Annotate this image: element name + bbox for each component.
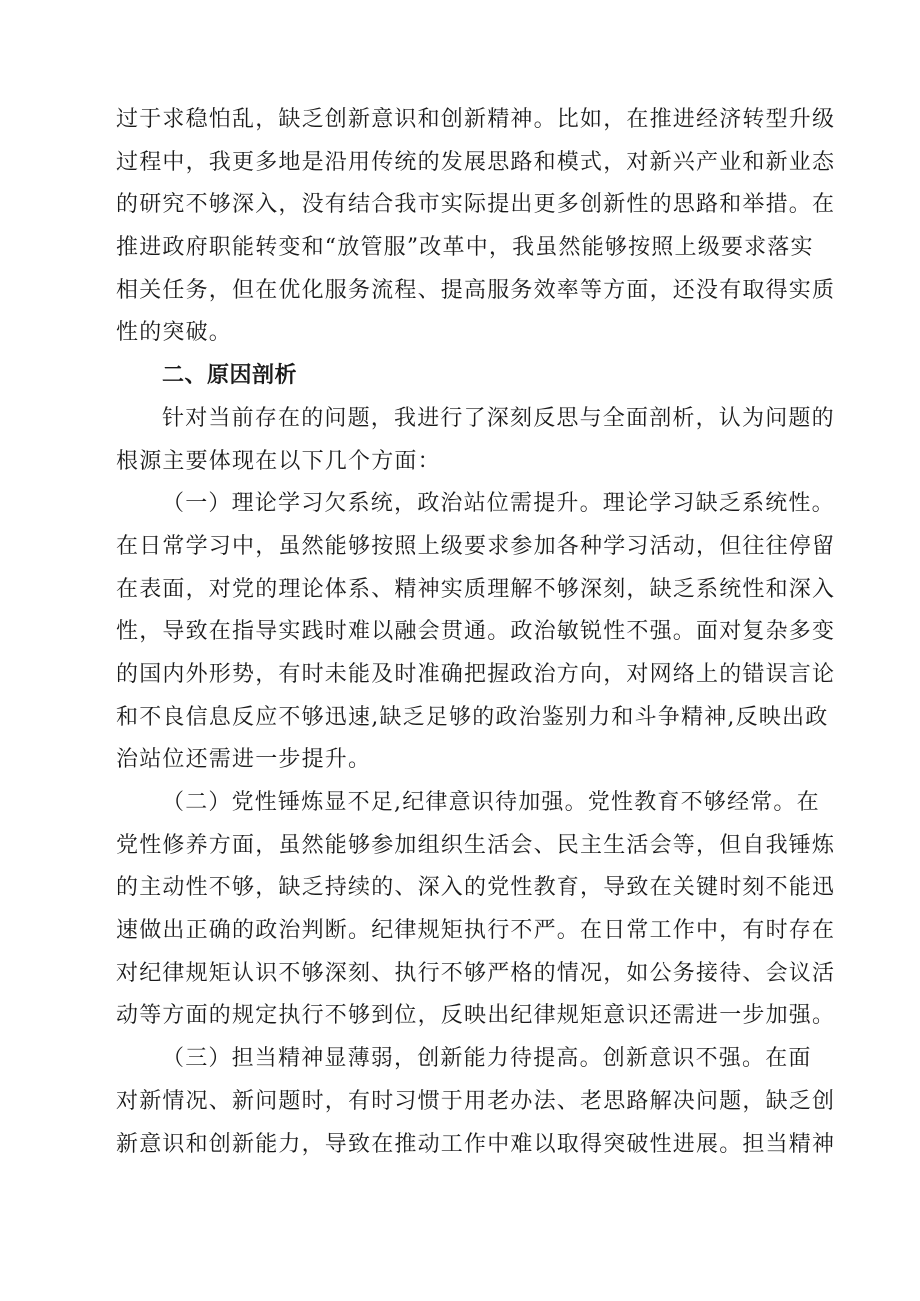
text-line: 的国内外形势，有时未能及时准确把握政治方向，对网络上的错误言论 — [116, 661, 836, 687]
text-line: 过程中，我更多地是沿用传统的发展思路和模式，对新兴产业和新业态 — [116, 149, 836, 175]
text-line: 和不良信息反应不够迅速,缺乏足够的政治鉴别力和斗争精神,反映出政 — [116, 704, 829, 730]
text-line: 的主动性不够，缺乏持续的、深入的党性教育，导致在关键时刻不能迅 — [116, 875, 836, 901]
text-line: 治站位还需进一步提升。 — [116, 747, 372, 773]
text-line: （三）担当精神显薄弱，创新能力待提高。创新意识不强。在面 — [162, 1046, 812, 1072]
text-line: 推进政府职能转变和“放管服”改革中，我虽然能够按照上级要求落实 — [116, 235, 814, 261]
text-line: 过于求稳怕乱，缺乏创新意识和创新精神。比如，在推进经济转型升级 — [116, 107, 836, 132]
text-line: （一）理论学习欠系统，政治站位需提升。理论学习缺乏系统性。 — [162, 491, 835, 517]
section-heading: 二、原因剖析 — [162, 363, 298, 389]
text-line: 的研究不够深入，没有结合我市实际提出更多创新性的思路和举措。在 — [116, 192, 836, 218]
document-body — [116, 99, 836, 1166]
text-line: 新意识和创新能力，导致在推动工作中难以取得突破性进展。担当精神 — [116, 1131, 836, 1157]
text-line: 对纪律规矩认识不够深刻、执行不够严格的情况，如公务接待、会议活 — [116, 960, 836, 986]
text-line: 性，导致在指导实践时难以融会贯通。政治敏锐性不强。面对复杂多变 — [116, 619, 836, 645]
text-line: 根源主要体现在以下几个方面： — [116, 448, 441, 474]
text-line: 针对当前存在的问题，我进行了深刻反思与全面剖析，认为问题的 — [162, 405, 835, 431]
text-line: 党性修养方面，虽然能够参加组织生活会、民主生活会等，但自我锤炼 — [116, 832, 836, 858]
text-line: 性的突破。 — [116, 320, 233, 346]
text-line: 动等方面的规定执行不够到位，反映出纪律规矩意识还需进一步加强。 — [116, 1003, 836, 1029]
text-line: 在表面，对党的理论体系、精神实质理解不够深刻，缺乏系统性和深入 — [116, 576, 836, 602]
text-line: （二）党性锤炼显不足,纪律意识待加强。党性教育不够经常。在 — [162, 790, 820, 815]
text-line: 相关任务，但在优化服务流程、提高服务效率等方面，还没有取得实质 — [116, 277, 836, 303]
text-line: 对新情况、新问题时，有时习惯于用老办法、老思路解决问题，缺乏创 — [116, 1088, 836, 1114]
text-line: 在日常学习中，虽然能够按照上级要求参加各种学习活动，但往往停留 — [116, 533, 836, 559]
text-line: 速做出正确的政治判断。纪律规矩执行不严。在日常工作中，有时存在 — [116, 918, 836, 944]
